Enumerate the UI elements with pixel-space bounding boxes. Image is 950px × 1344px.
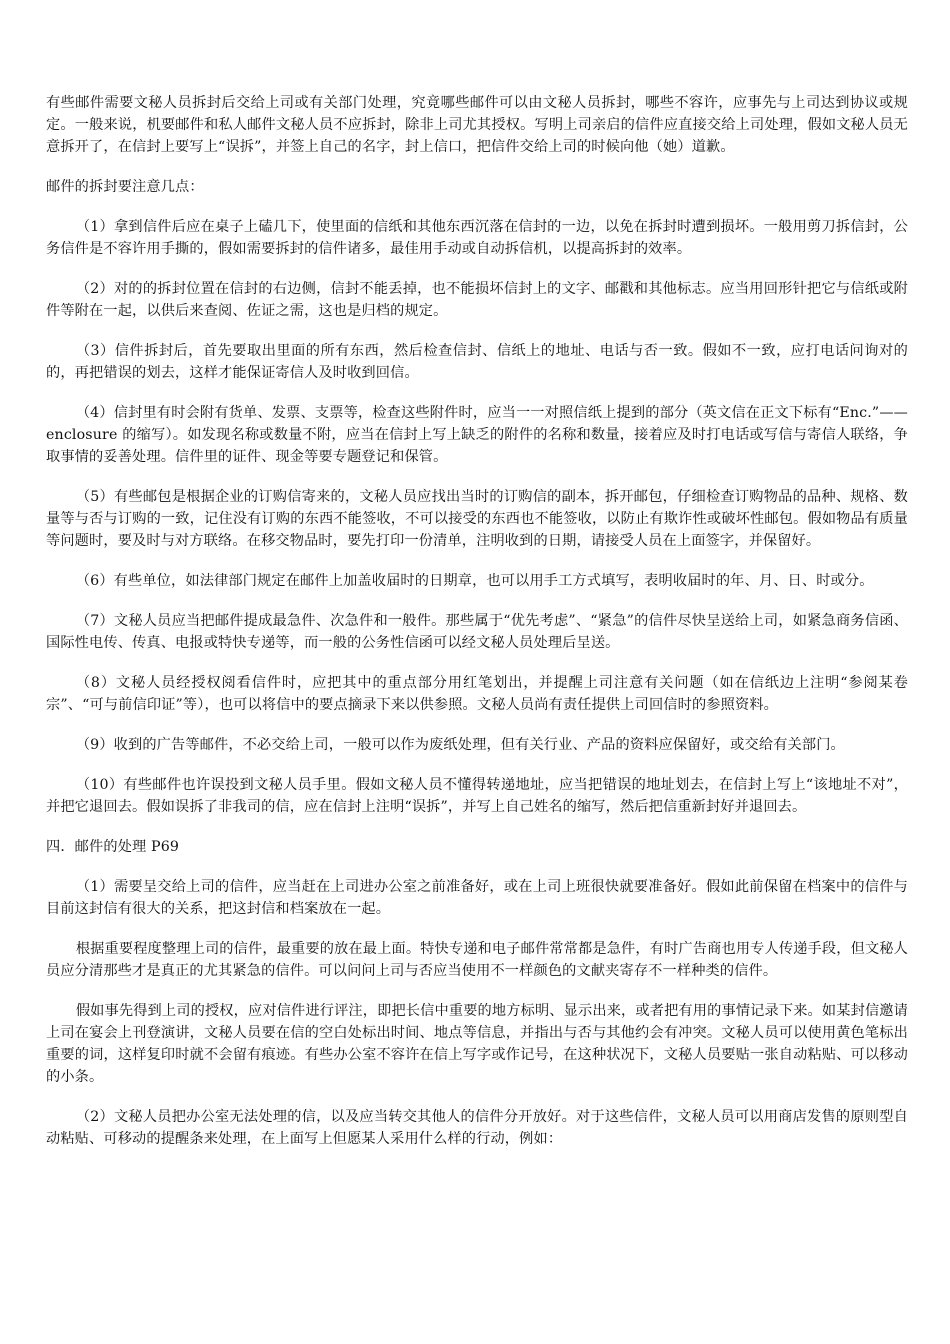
paragraph-handling-annotate: 假如事先得到上司的授权，应对信件进行评注，即把长信中重要的地方标明、显示出来，或者把有用的事情记录下来。如某封信邀请上司在宴会上刊登演讲，文秘人员要在信的空白处标出时间、地点等信息，并指出与否与其他约会有冲突。文秘人员可以使用黄色笔标出重要的词，这样复印时就不会留有痕迹。有些办公室不容许在信上写字或作记号，在这种状况下，文秘人员要贴一张自动粘贴、可以移动的小条。	[46, 1003, 908, 1085]
paragraph-item-3: （3）信件拆封后，首先要取出里面的所有东西，然后检查信封、信纸上的地址、电话与否一致。假如不一致，应打电话问询对的的，再把错误的划去，这样才能保证寄信人及时收到回信。	[46, 343, 908, 381]
paragraph-handling-sort: 根据重要程度整理上司的信件，最重要的放在最上面。特快专递和电子邮件常常都是急件，有时广告商也用专人传递手段，但文秘人员应分清那些才是真正的尤其紧急的信件。可以问问上司与否应当使用不一样颜色的文献夹寄存不一样种类的信件。	[46, 941, 908, 979]
paragraph-item-4: （4）信封里有时会附有货单、发票、支票等，检查这些附件时，应当一一对照信纸上提到的部分（英文信在正文下标有“Enc.”——enclosure 的缩写）。如发现名称或数量不附，应当在信封上写上缺乏的附件的名称和数量，接着应及时打电话或写信与寄信人联络，争取事情的妥善处理。信件里的证件、现金等要专题登记和保管。	[46, 405, 908, 465]
paragraph-item-2: （2）对的的拆封位置在信封的右边侧，信封不能丢掉，也不能损坏信封上的文字、邮戳和其他标志。应当用回形针把它与信纸或附件等附在一起，以供后来查阅、佐证之需，这也是归档的规定。	[46, 281, 908, 319]
paragraph-item-1: （1）拿到信件后应在桌子上磕几下，使里面的信纸和其他东西沉落在信封的一边，以免在拆封时遭到损坏。一般用剪刀拆信封，公务信件是不容许用手撕的，假如需要拆封的信件诸多，最佳用手动或自动拆信机，以提高拆封的效率。	[46, 219, 908, 257]
paragraph-unsealing-heading: 邮件的拆封要注意几点：	[46, 179, 204, 195]
paragraph-handling-1: （1）需要呈交给上司的信件，应当赶在上司进办公室之前准备好，或在上司上班很快就要准备好。假如此前保留在档案中的信件与目前这封信有很大的关系，把这封信和档案放在一起。	[46, 879, 908, 917]
paragraph-handling-2: （2）文秘人员把办公室无法处理的信，以及应当转交其他人的信件分开放好。对于这些信件，文秘人员可以用商店发售的原则型自动粘贴、可移动的提醒条来处理，在上面写上但愿某人采用什么样的行动，例如：	[46, 1109, 908, 1147]
document-page	[46, 92, 908, 1168]
paragraph-item-5: （5）有些邮包是根据企业的订购信寄来的，文秘人员应找出当时的订购信的副本，拆开邮包，仔细检查订购物品的品种、规格、数量等与否与订购的一致，记住没有订购的东西不能签收，不可以接受的东西也不能签收，以防止有欺诈性或破坏性邮包。假如物品有质量等问题时，要及时与对方联络。在移交物品时，要先打印一份清单，注明收到的日期，请接受人员在上面签字，并保留好。	[46, 489, 908, 549]
paragraph-item-8: （8）文秘人员经授权阅看信件时，应把其中的重点部分用红笔划出，并提醒上司注意有关问题（如在信纸边上注明“参阅某卷宗”、“可与前信印证”等），也可以将信中的要点摘录下来以供参照。文秘人员尚有责任提供上司回信时的参照资料。	[46, 675, 908, 713]
paragraph-item-9: （9）收到的广告等邮件，不必交给上司，一般可以作为废纸处理，但有关行业、产品的资料应保留好，或交给有关部门。	[75, 737, 845, 753]
paragraph-item-7: （7）文秘人员应当把邮件提成最急件、次急件和一般件。那些属于“优先考虑”、“紧急”的信件尽快呈送给上司，如紧急商务信函、国际性电传、传真、电报或特快专递等，而一般的公务性信函可以经文秘人员处理后呈送。	[46, 613, 908, 651]
paragraph-item-10: （10）有些邮件也许误投到文秘人员手里。假如文秘人员不懂得转递地址，应当把错误的地址划去，在信封上写上“该地址不对”，并把它退回去。假如误拆了非我司的信，应在信封上注明“误拆”，并写上自己姓名的缩写，然后把信重新封好并退回去。	[46, 777, 908, 815]
section-heading: 四．邮件的处理 P69	[46, 839, 180, 855]
paragraph-intro: 有些邮件需要文秘人员拆封后交给上司或有关部门处理，究竟哪些邮件可以由文秘人员拆封，哪些不容许，应事先与上司达到协议或规定。一般来说，机要邮件和私人邮件文秘人员不应拆封，除非上司尤其授权。写明上司亲启的信件应直接交给上司处理，假如文秘人员无意拆开了，在信封上要写上“误拆”，并签上自己的名字，封上信口，把信件交给上司的时候向他（她）道歉。	[46, 95, 908, 155]
paragraph-item-6: （6）有些单位，如法律部门规定在邮件上加盖收届时的日期章，也可以用手工方式填写，表明收届时的年、月、日、时或分。	[75, 573, 874, 589]
